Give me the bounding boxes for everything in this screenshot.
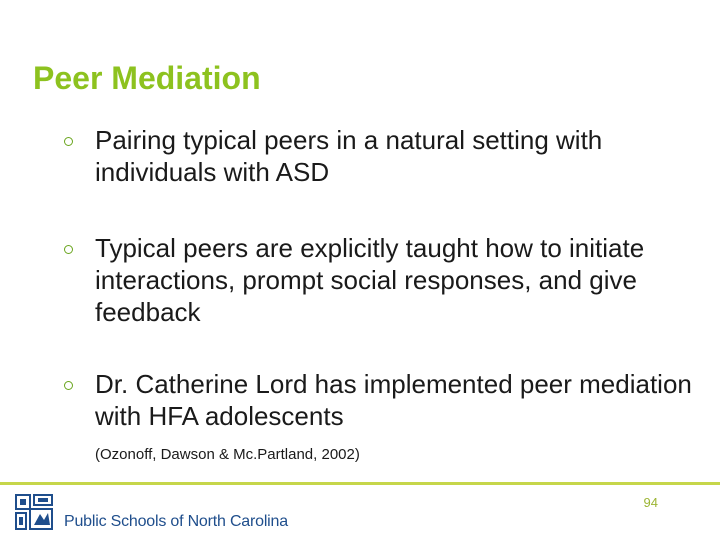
bullet-text: Pairing typical peers in a natural setting with individuals with ASD (95, 125, 603, 187)
footer-divider (0, 482, 720, 485)
bullet-item (62, 124, 715, 188)
bullet-icon (64, 137, 73, 146)
bullet-icon (64, 381, 73, 390)
page-number: 94 (643, 495, 658, 510)
organization-name: Public Schools of North Carolina (64, 513, 288, 530)
nc-state-seal-logo-icon (12, 492, 58, 534)
bullet-text: Dr. Catherine Lord has implemented peer mediation with HFA adolescents (95, 369, 692, 431)
slide-title: Peer Mediation (33, 60, 261, 96)
citation: (Ozonoff, Dawson & Mc.Partland, 2002) (95, 446, 360, 463)
bullet-icon (64, 245, 73, 254)
bullet-item (62, 232, 715, 328)
bullet-item (62, 368, 715, 432)
bullet-text: Typical peers are explicitly taught how to initiate interactions, prompt social responses, and give feedback (95, 233, 645, 327)
